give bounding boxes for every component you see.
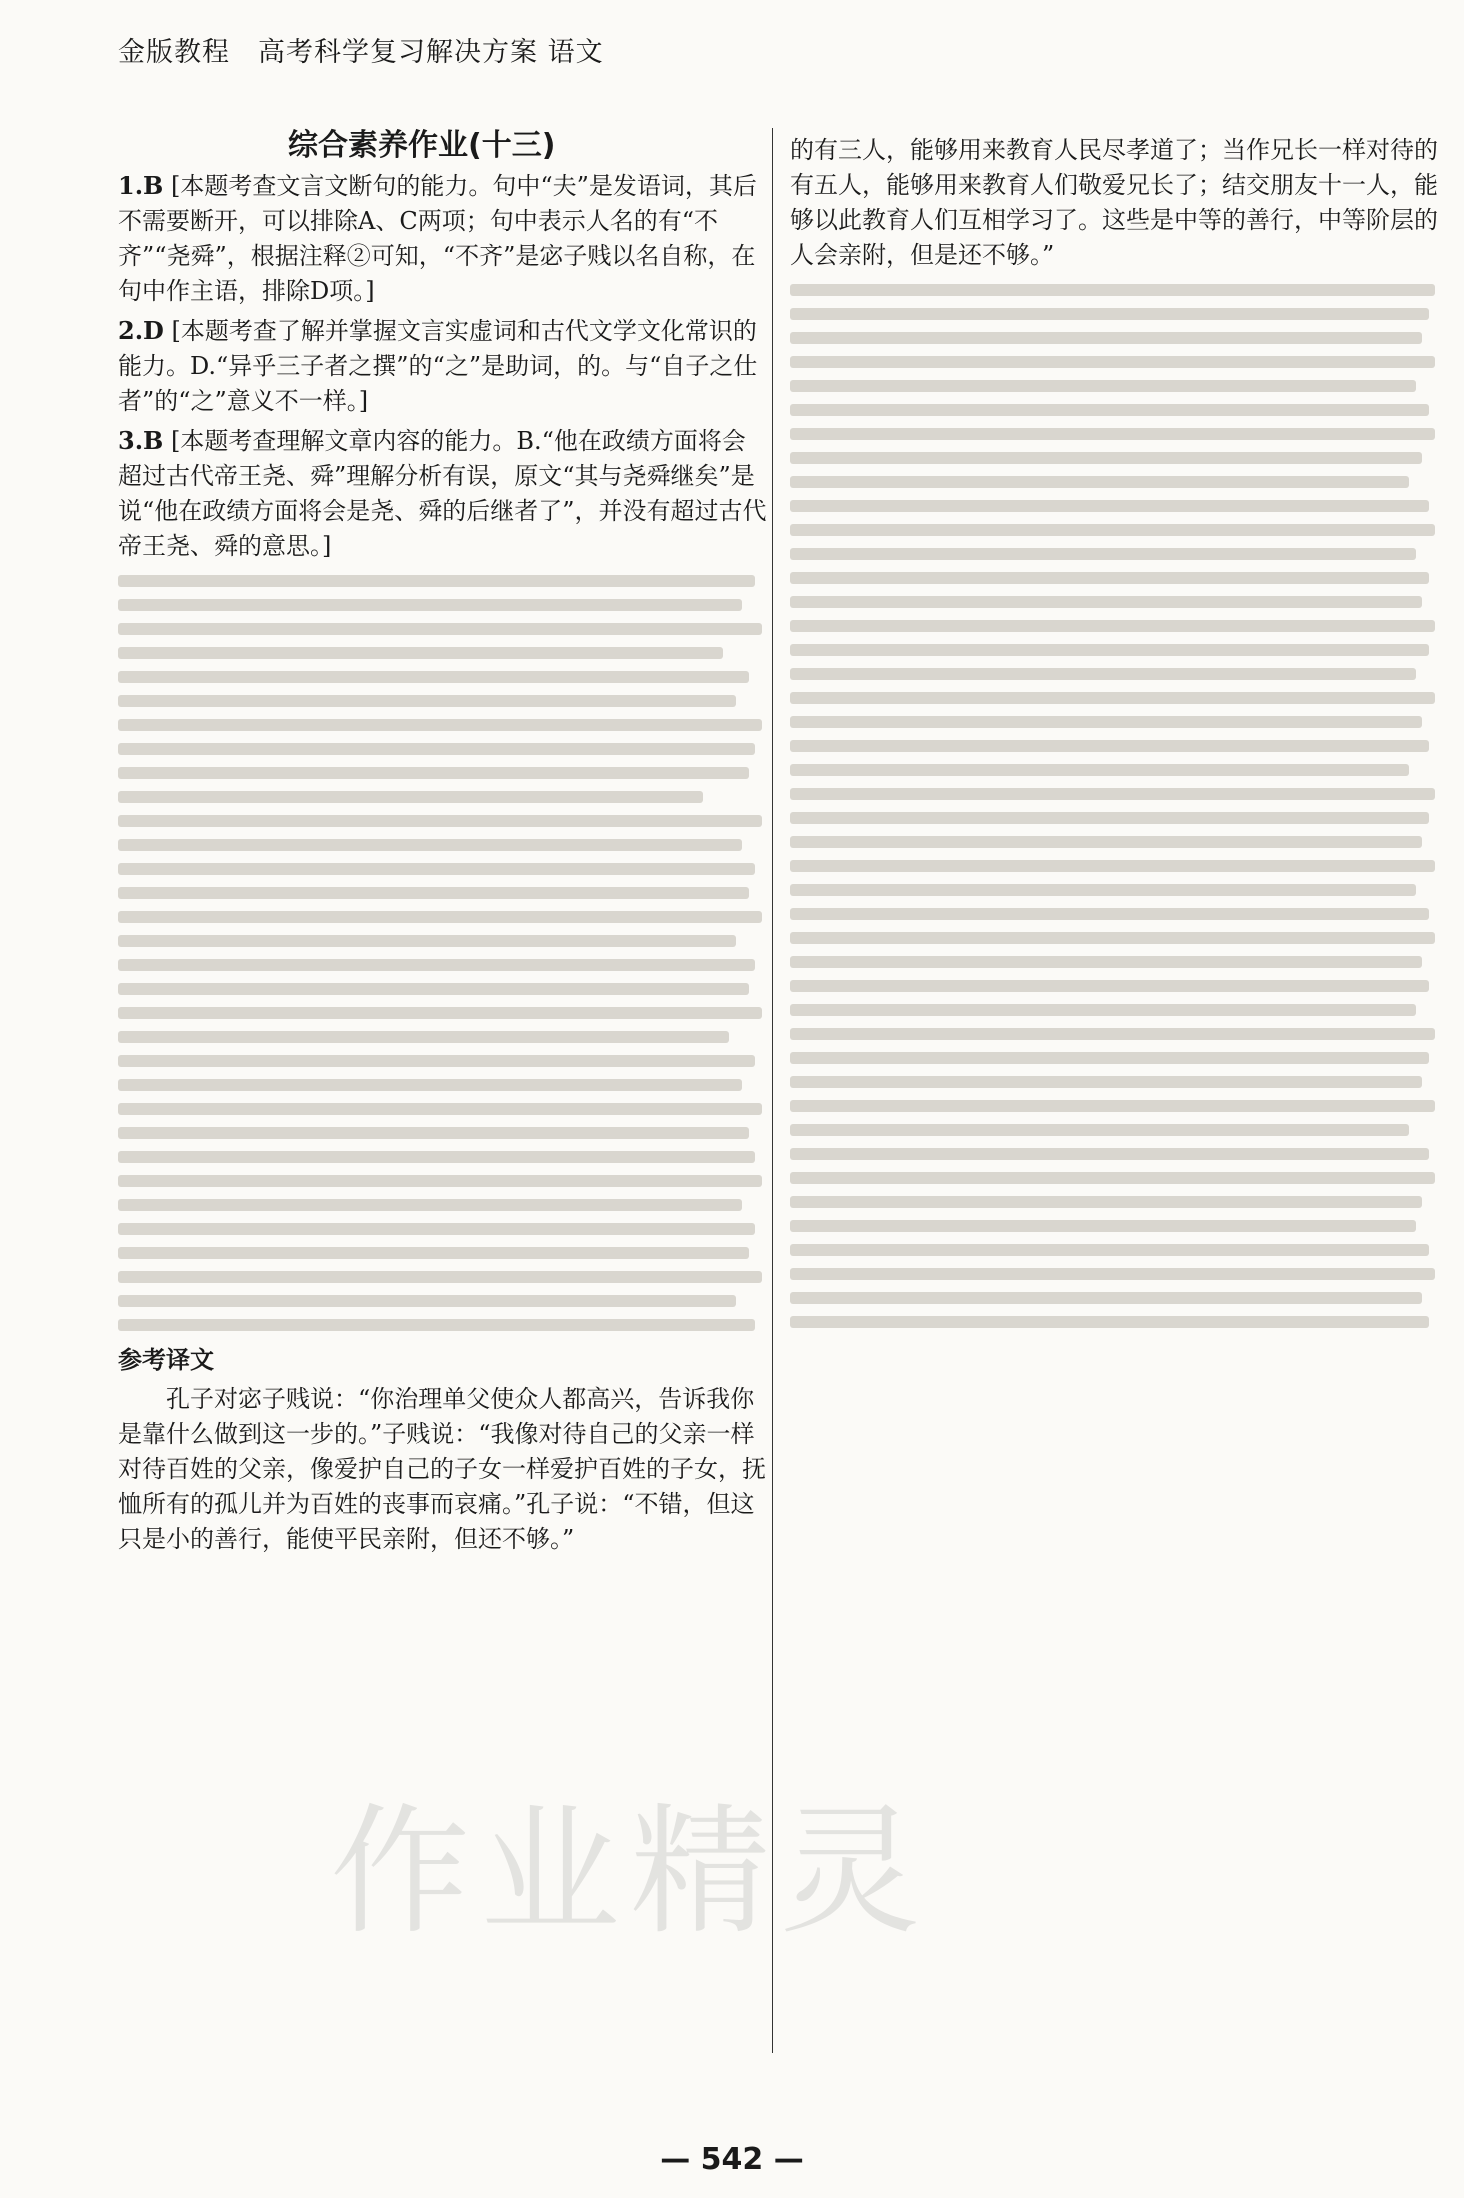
translation-paragraph: 孔子对宓子贱说：“你治理单父使众人都高兴，告诉我你是靠什么做到这一步的。”子贱说：“我像对待自己的父亲一样对待百姓的父亲，像爱护自己的子女一样爱护百姓的子女，抚恤所有的孤儿并为百姓的丧事而哀痛。”孔子说：“不错，但这只是小的善行，能使平民亲附，但还不够。” xyxy=(118,1385,766,1553)
book-header: 金版教程 高考科学复习解决方案 语文 xyxy=(118,37,604,68)
column-divider xyxy=(772,128,773,2053)
left-column xyxy=(118,168,768,1561)
translation-title: 参考译文 xyxy=(118,1346,214,1374)
page-number: — 542 — xyxy=(660,2142,804,2177)
placeholder-block-left-1 xyxy=(118,575,768,1331)
watermark: 作业精灵 xyxy=(330,1791,931,1954)
question-2: 2.D [本题考查了解并掌握文言实虚词和古代文学文化常识的能力。D.“异乎三子者之撰”的“之”是助词，的。与“自子之仕者”的“之”意义不一样。] xyxy=(118,316,758,415)
question-3: 3.B [本题考查理解文章内容的能力。B.“他在政绩方面将会超过古代帝王尧、舜”理解分析有误，原文“其与尧舜继矣”是说“他在政绩方面将会是尧、舜的后继者了”，并没有超过古代帝王尧、舜的意思。] xyxy=(118,426,767,560)
right-column xyxy=(790,133,1442,1340)
section-title: 综合素养作业(十三) xyxy=(288,128,556,163)
translation-continued: 的有三人，能够用来教育人民尽孝道了；当作兄长一样对待的有五人，能够用来教育人们敬爱兄长了；结交朋友十一人，能够以此教育人们互相学习了。这些是中等的善行，中等阶层的人会亲附，但是还不够。” xyxy=(790,136,1438,269)
placeholder-block-right-1 xyxy=(790,284,1442,1328)
question-1: 1.B [本题考查文言文断句的能力。句中“夫”是发语词，其后不需要断开，可以排除A、C两项；句中表示人名的有“不齐”“尧舜”，根据注释②可知，“不齐”是宓子贱以名自称，在句中作主语，排除D项。] xyxy=(118,171,757,305)
